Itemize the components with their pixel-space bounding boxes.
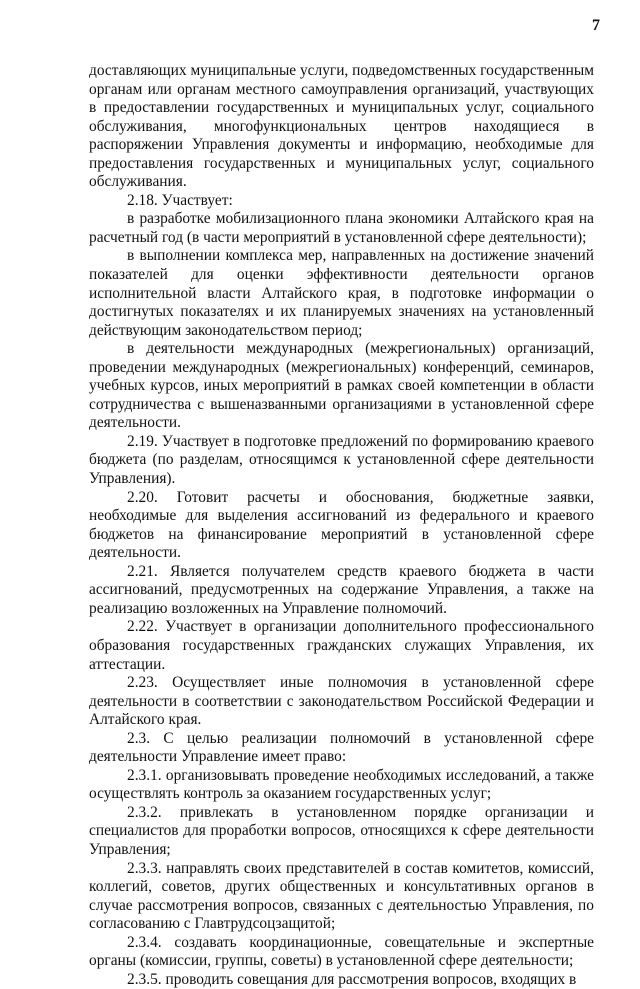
page-number: 7 (592, 17, 600, 34)
paragraph: в деятельности международных (межрегиональных) организаций, проведении международных (межрегиональных) конференций, семинаров, учебных курсов, иных мероприятий в рамках своей компетенции в области сотрудничества с вышеназванными организациями в установленной сфере деятельности. (89, 340, 594, 432)
paragraph: в разработке мобилизационного плана экономики Алтайского края на расчетный год (в части мероприятий в установленной сфере деятельности); (89, 210, 594, 246)
paragraph: доставляющих муниципальные услуги, подведомственных государственным органам или органам местного самоуправления организаций, участвующих в предоставлении государственных и муниципальных услуг, социального обслуживания, многофункциональных центров находящиеся в распоряжении Управления документы и информацию, необходимые для предоставления государственных и муниципальных услуг, социального обслуживания. (89, 62, 594, 191)
paragraph: 2.3.5. проводить совещания для рассмотрения вопросов, входящих в (127, 970, 577, 988)
paragraph: 2.20. Готовит расчеты и обоснования, бюджетные заявки, необходимые для выделения ассигнований из федерального и краевого бюджетов на финансирование мероприятий в установленной сфере деятельности. (89, 488, 594, 562)
paragraph: 2.18. Участвует: (127, 191, 233, 209)
paragraph: 2.3.4. создавать координационные, совещательные и экспертные органы (комиссии, группы, советы) в установленной сфере деятельности; (89, 933, 594, 970)
paragraph: 2.22. Участвует в организации дополнительного профессионального образования государственных гражданских служащих Управления, их аттестации. (89, 618, 594, 673)
paragraph: 2.3.1. организовывать проведение необходимых исследований, а также осуществлять контроль за оказанием государственных услуг; (89, 766, 594, 803)
document-body (89, 62, 594, 989)
paragraph: 2.19. Участвует в подготовке предложений по формированию краевого бюджета (по разделам, относящимся к установленной сфере деятельности Управления). (89, 432, 594, 488)
paragraph: 2.3.3. направлять своих представителей в состав комитетов, комиссий, коллегий, советов, других общественных и консультативных органов в случае рассмотрения вопросов, связанных с деятельностью Управления, по согласованию с Главтрудсоцзащитой; (89, 859, 594, 933)
paragraph: 2.3.2. привлекать в установленном порядке организации и специалистов для проработки вопросов, относящихся к сфере деятельности Управления; (89, 803, 594, 858)
paragraph: в выполнении комплекса мер, направленных на достижение значений показателей для оценки эффективности деятельности органов исполнительной власти Алтайского края, в подготовке информации о достигнутых показателях и их планируемых значениях на установленный действующим законодательством период; (89, 247, 594, 339)
paragraph: 2.21. Является получателем средств краевого бюджета в части ассигнований, предусмотренных на содержание Управления, а также на реализацию возложенных на Управление полномочий. (89, 562, 594, 617)
paragraph: 2.3. С целью реализации полномочий в установленной сфере деятельности Управление имеет право: (89, 729, 594, 766)
paragraph: 2.23. Осуществляет иные полномочия в установленной сфере деятельности в соответствии с законодательством Российской Федерации и Алтайского края. (89, 674, 594, 729)
